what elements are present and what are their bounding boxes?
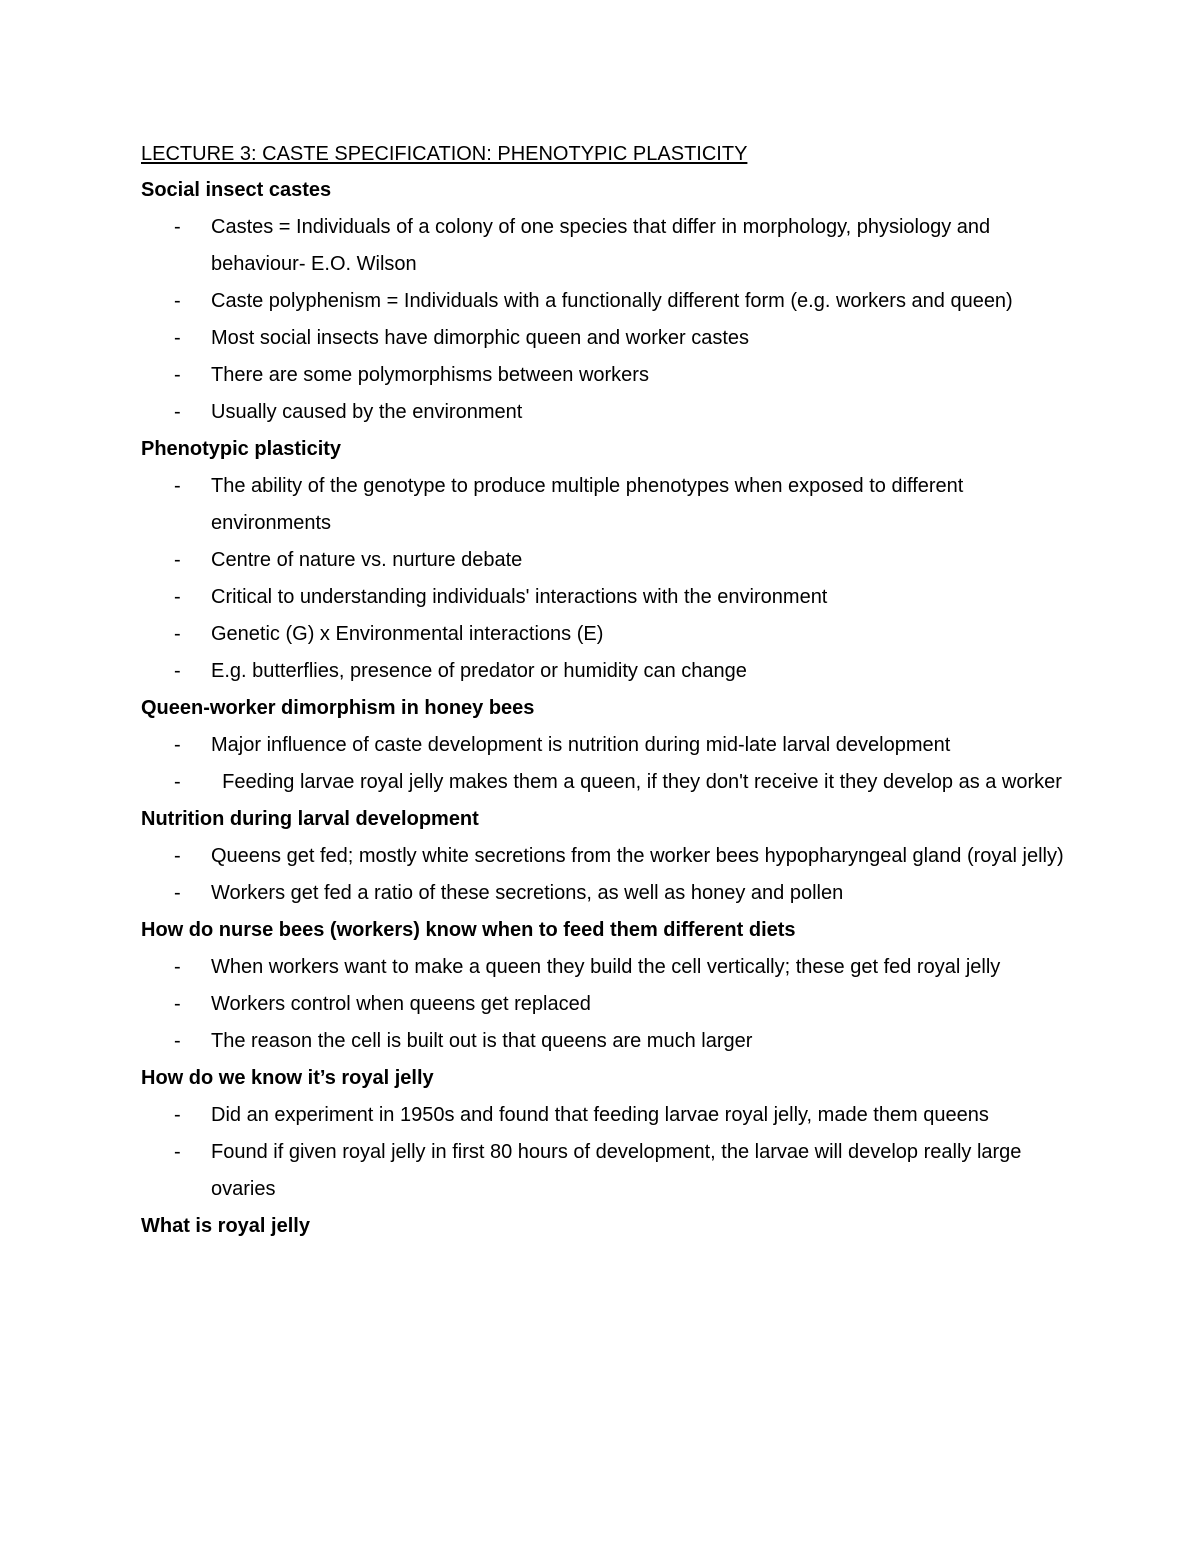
bullet-text: When workers want to make a queen they build the cell vertically; these get fed royal jelly (211, 956, 1001, 978)
bullet-dash: - (174, 771, 181, 793)
section-heading: Queen-worker dimorphism in honey bees (141, 697, 535, 719)
bullet-dash: - (174, 586, 181, 608)
bullet-text: Usually caused by the environment (211, 401, 523, 423)
bullet-list (141, 838, 1081, 912)
bullet-item (141, 468, 1081, 542)
bullet-item (141, 986, 1081, 1023)
bullet-text: Workers control when queens get replaced (211, 993, 591, 1015)
section-heading: What is royal jelly (141, 1215, 310, 1237)
bullet-item (141, 1097, 1081, 1134)
bullet-item (141, 320, 1081, 357)
bullet-item (141, 209, 1081, 283)
bullet-text: Most social insects have dimorphic queen and worker castes (211, 327, 750, 349)
section-heading: Phenotypic plasticity (141, 438, 342, 460)
bullet-item (141, 579, 1081, 616)
document-body (141, 172, 1081, 1245)
bullet-item (141, 838, 1081, 875)
bullet-item (141, 949, 1081, 986)
document-page (141, 136, 1081, 1245)
bullet-item (141, 283, 1081, 320)
bullet-text: Queens get fed; mostly white secretions from the worker bees hypopharyngeal gland (royal jelly) (211, 845, 1064, 867)
bullet-list (141, 727, 1081, 801)
bullet-dash: - (174, 549, 181, 571)
bullet-item (141, 727, 1081, 764)
bullet-dash: - (174, 734, 181, 756)
bullet-item (141, 394, 1081, 431)
bullet-text: Genetic (G) x Environmental interactions (E) (211, 623, 604, 645)
bullet-text: Workers get fed a ratio of these secretions, as well as honey and pollen (211, 882, 844, 904)
bullet-list (141, 1097, 1081, 1208)
section-heading: How do we know it’s royal jelly (141, 1067, 434, 1089)
bullet-dash: - (174, 1141, 181, 1163)
section-heading: Nutrition during larval development (141, 808, 479, 830)
bullet-text: Major influence of caste development is nutrition during mid-late larval development (211, 734, 951, 756)
bullet-item (141, 616, 1081, 653)
bullet-item (141, 875, 1081, 912)
bullet-item (141, 764, 1081, 801)
bullet-text: Did an experiment in 1950s and found that feeding larvae royal jelly, made them queens (211, 1104, 989, 1126)
bullet-item (141, 542, 1081, 579)
bullet-dash: - (174, 364, 181, 386)
bullet-text: Feeding larvae royal jelly makes them a queen, if they don't receive it they develop as a worker (211, 771, 1062, 793)
bullet-text: Caste polyphenism = Individuals with a functionally different form (e.g. workers and queen) (211, 290, 1013, 312)
bullet-text: E.g. butterflies, presence of predator or humidity can change (211, 660, 747, 682)
bullet-dash: - (174, 956, 181, 978)
bullet-text: The reason the cell is built out is that queens are much larger (211, 1030, 753, 1052)
bullet-item (141, 1023, 1081, 1060)
bullet-dash: - (174, 1030, 181, 1052)
bullet-list (141, 209, 1081, 431)
bullet-dash: - (174, 216, 181, 238)
bullet-item (141, 357, 1081, 394)
bullet-list (141, 468, 1081, 690)
section-heading: Social insect castes (141, 179, 332, 201)
bullet-text: Critical to understanding individuals' interactions with the environment (211, 586, 828, 608)
bullet-item (141, 653, 1081, 690)
bullet-text: Centre of nature vs. nurture debate (211, 549, 523, 571)
bullet-dash: - (174, 1104, 181, 1126)
bullet-text: Castes = Individuals of a colony of one species that differ in morphology, physiology and behaviour- E.O. Wilson (211, 216, 996, 275)
bullet-item (141, 1134, 1081, 1208)
bullet-dash: - (174, 327, 181, 349)
bullet-dash: - (174, 993, 181, 1015)
section-heading: How do nurse bees (workers) know when to feed them different diets (141, 919, 796, 941)
bullet-dash: - (174, 290, 181, 312)
bullet-dash: - (174, 882, 181, 904)
bullet-text: There are some polymorphisms between workers (211, 364, 649, 386)
bullet-text: Found if given royal jelly in first 80 hours of development, the larvae will develop really large ovaries (211, 1141, 1027, 1200)
bullet-dash: - (174, 401, 181, 423)
bullet-dash: - (174, 660, 181, 682)
bullet-dash: - (174, 845, 181, 867)
bullet-dash: - (174, 475, 181, 497)
document-title: LECTURE 3: CASTE SPECIFICATION: PHENOTYPIC PLASTICITY (141, 143, 748, 165)
bullet-dash: - (174, 623, 181, 645)
bullet-list (141, 949, 1081, 1060)
bullet-text: The ability of the genotype to produce multiple phenotypes when exposed to different environments (211, 475, 969, 534)
